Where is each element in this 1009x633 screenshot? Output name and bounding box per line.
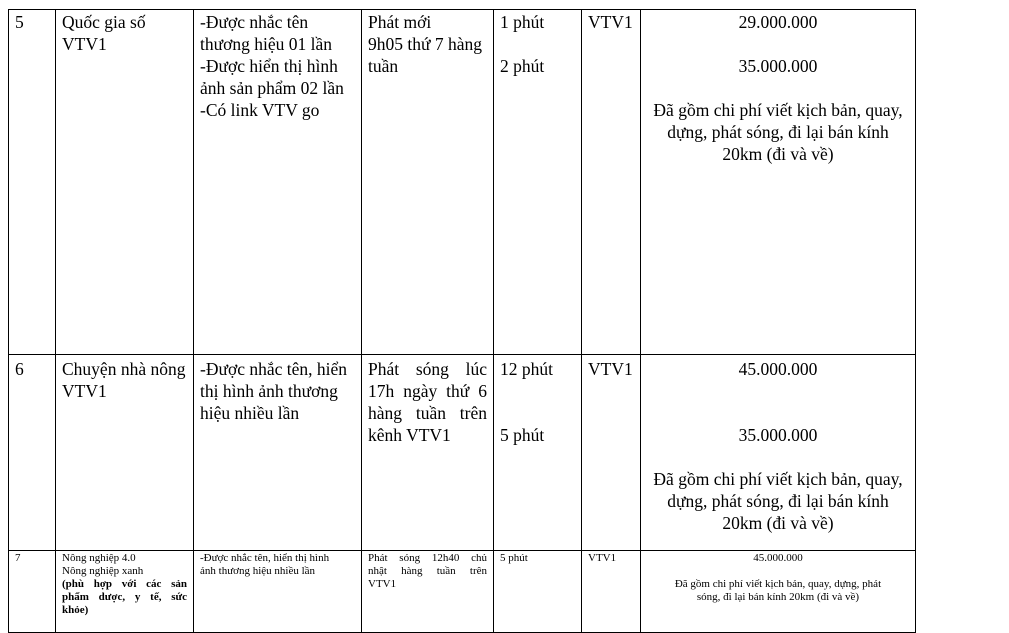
stt-cell: 7 — [9, 551, 56, 633]
table-row — [9, 551, 916, 633]
price-cell: 45.000.000 35.000.000 Đã gồm chi phí viết kịch bản, quay, dựng, phát sóng, đi lại bán kính 20km (đi và về) — [641, 355, 916, 551]
channel-cell: VTV1 — [582, 355, 641, 551]
channel-cell: VTV1 — [582, 551, 641, 633]
duration-cell: 12 phút 5 phút — [494, 355, 582, 551]
schedule-cell: Phát sóng 12h40 chủ nhật hàng tuần trên VTV1 — [362, 551, 494, 633]
schedule-cell: Phát sóng lúc 17h ngày thứ 6 hàng tuần trên kênh VTV1 — [362, 355, 494, 551]
program-cell: Chuyện nhà nông VTV1 — [56, 355, 194, 551]
price-cell: 45.000.000 Đã gồm chi phí viết kịch bản, quay, dựng, phát sóng, đi lại bán kính 20km (đi và về) — [641, 551, 916, 633]
pricing-table — [8, 9, 916, 633]
schedule-cell: Phát mới 9h05 thứ 7 hàng tuần — [362, 10, 494, 355]
price-cell: 29.000.000 35.000.000 Đã gồm chi phí viết kịch bản, quay, dựng, phát sóng, đi lại bán kính 20km (đi và về) — [641, 10, 916, 355]
duration-cell: 1 phút 2 phút — [494, 10, 582, 355]
table-row — [9, 10, 916, 355]
stt-cell: 6 — [9, 355, 56, 551]
channel-cell: VTV1 — [582, 10, 641, 355]
program-cell: Quốc gia số VTV1 — [56, 10, 194, 355]
benefits-cell: -Được nhắc tên, hiển thị hình ảnh thương hiệu nhiều lần — [194, 551, 362, 633]
program-cell: Nông nghiệp 4.0 Nông nghiệp xanh (phù hợp với các sản phẩm dược, y tế, sức khỏe) — [56, 551, 194, 633]
benefits-cell: -Được nhắc tên, hiển thị hình ảnh thương hiệu nhiều lần — [194, 355, 362, 551]
duration-cell: 5 phút — [494, 551, 582, 633]
table-row — [9, 355, 916, 551]
benefits-cell: -Được nhắc tên thương hiệu 01 lần -Được hiển thị hình ảnh sản phẩm 02 lần -Có link VTV go — [194, 10, 362, 355]
stt-cell: 5 — [9, 10, 56, 355]
